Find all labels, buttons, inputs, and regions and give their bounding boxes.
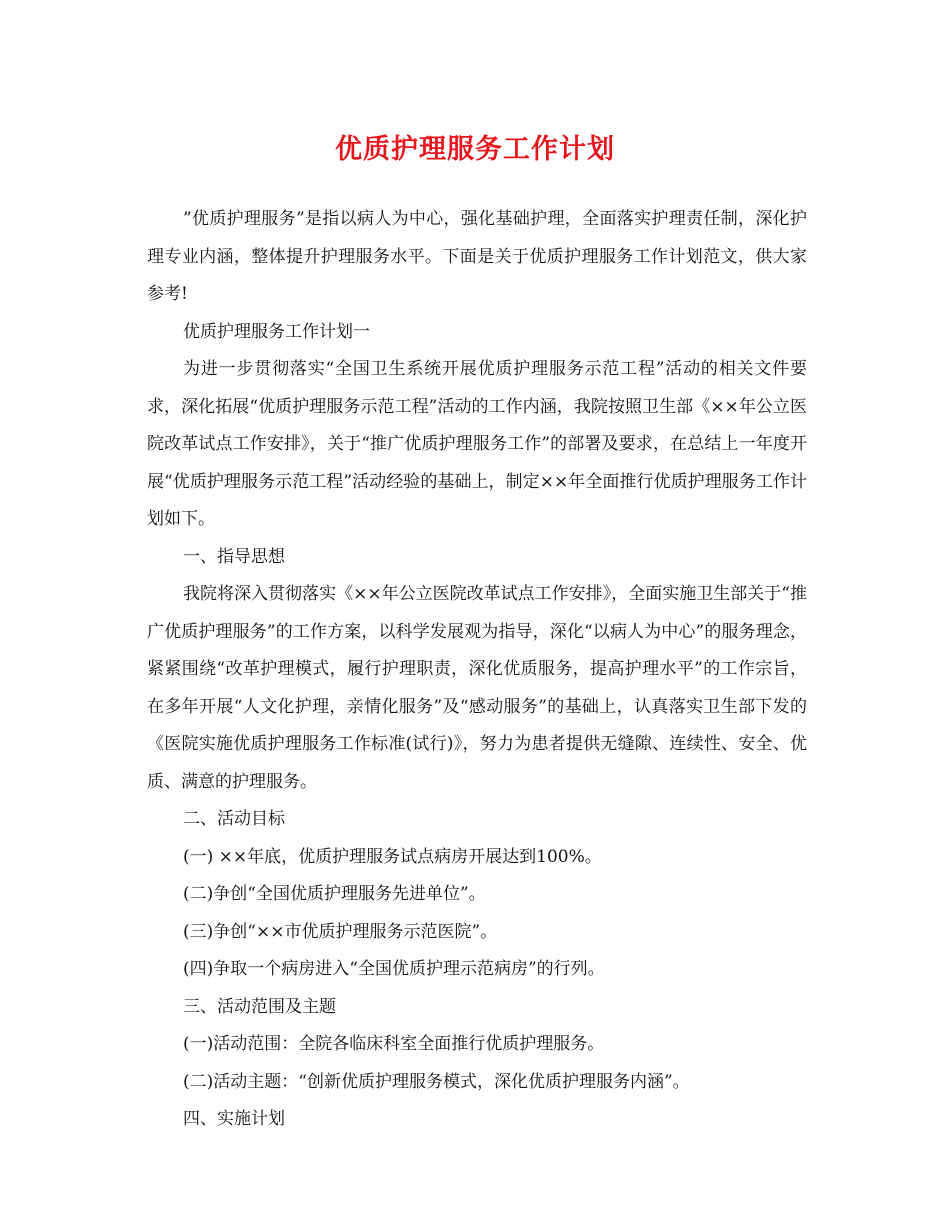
goal-item: (二)争创“全国优质护理服务先进单位”。 xyxy=(183,884,486,904)
intro-paragraph: ”优质护理服务”是指以病人为中心，强化基础护理，全面落实护理责任制，深化护理专业内涵，整体提升护理服务水平。下面是关于优质护理服务工作计划范文，供大家参考! xyxy=(147,209,807,304)
plan-one-heading: 优质护理服务工作计划一 xyxy=(183,321,370,342)
section-guiding-thought-heading: 一、指导思想 xyxy=(183,546,285,567)
section-implementation-heading: 四、实施计划 xyxy=(183,1109,285,1129)
document-body xyxy=(147,201,807,1139)
guiding-thought-paragraph: 我院将深入贯彻落实《××年公立医院改革试点工作安排》，全面实施卫生部关于“推广优质护理服务”的工作方案，以科学发展观为指导，深化“以病人为中心”的服务理念，紧紧围绕“改革护理模式，履行护理职责，深化优质服务，提高护理水平”的工作宗旨，在多年开展“人文化护理，亲情化服务”及“感动服务”的基础上，认真落实卫生部下发的《医院实施优质护理服务工作标准(试行)》，努力为患者提供无缝隙、连续性、安全、优质、满意的护理服务。 xyxy=(147,584,807,792)
section-scope-theme-heading: 三、活动范围及主题 xyxy=(183,996,336,1017)
scope-item: (一)活动范围：全院各临床科室全面推行优质护理服务。 xyxy=(183,1034,605,1054)
plan-one-paragraph: 为进一步贯彻落实“全国卫生系统开展优质护理服务示范工程”活动的相关文件要求，深化拓展“优质护理服务示范工程”活动的工作内涵，我院按照卫生部《××年公立医院改革试点工作安排》，关于“推广优质护理服务工作”的部署及要求，在总结上一年度开展“优质护理服务示范工程”活动经验的基础上，制定××年全面推行优质护理服务工作计划如下。 xyxy=(147,359,807,529)
theme-item: (二)活动主题：“创新优质护理服务模式，深化优质护理服务内涵”。 xyxy=(183,1071,690,1092)
section-activity-goals-heading: 二、活动目标 xyxy=(183,809,285,829)
goal-item: (一) ××年底，优质护理服务试点病房开展达到100%。 xyxy=(183,846,602,867)
document-title: 优质护理服务工作计划 xyxy=(335,134,615,165)
goal-item: (三)争创“××市优质护理服务示范医院”。 xyxy=(183,921,498,942)
goal-item: (四)争取一个病房进入“全国优质护理示范病房”的行列。 xyxy=(183,959,605,979)
